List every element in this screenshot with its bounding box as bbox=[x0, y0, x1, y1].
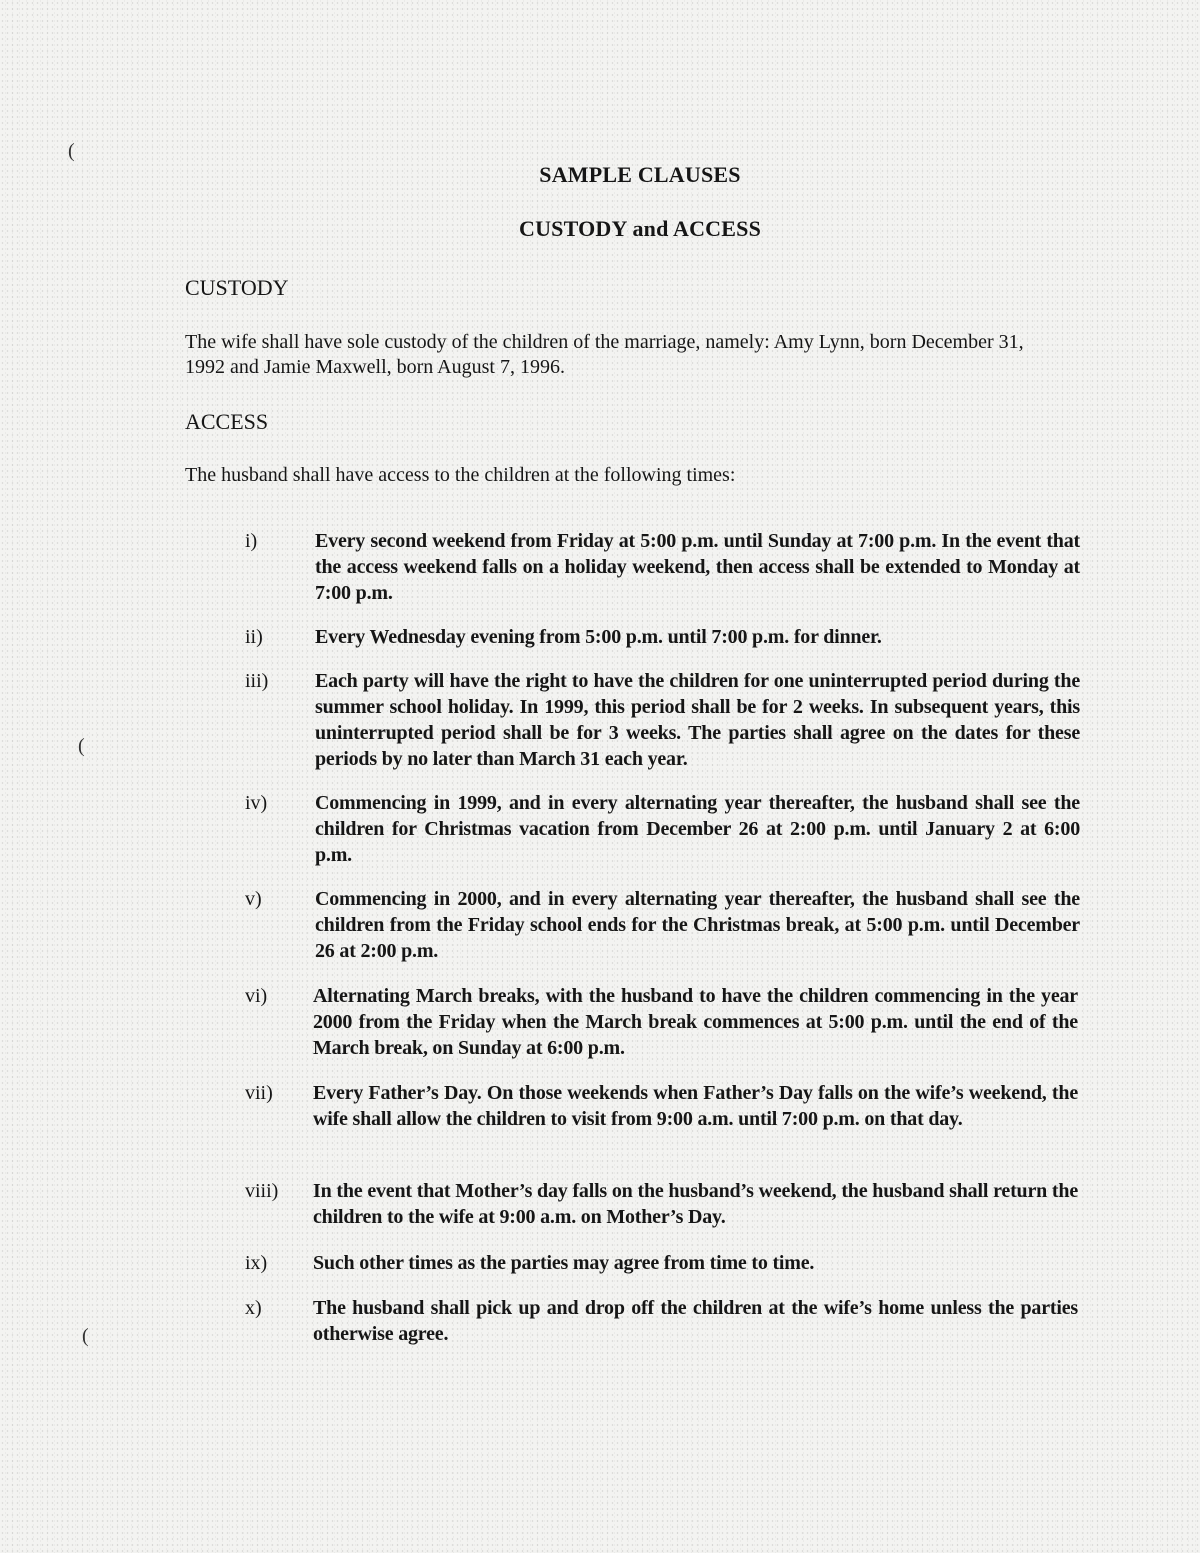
clause-text: Such other times as the parties may agree from time to time. bbox=[313, 1252, 815, 1274]
clause-text: Commencing in 2000, and in every alternating year thereafter, the husband shall see the children from the Friday school ends for the Christmas break, at 5:00 p.m. until December 26 at 2:00 p.m. bbox=[315, 888, 1080, 962]
clause-number: viii) bbox=[245, 1180, 279, 1202]
clause-number: x) bbox=[245, 1297, 262, 1319]
clause-number: ix) bbox=[245, 1252, 268, 1274]
margin-mark: ( bbox=[78, 735, 85, 757]
clause-text: Every Father’s Day. On those weekends when Father’s Day falls on the wife’s weekend, the wife shall allow the children to visit from 9:00 a.m. until 7:00 p.m. on that day. bbox=[313, 1082, 1078, 1130]
clause-text: Commencing in 1999, and in every alternating year thereafter, the husband shall see the children for Christmas vacation from December 26 at 2:00 p.m. until January 2 at 6:00 p.m. bbox=[315, 792, 1080, 866]
clause-number: v) bbox=[245, 888, 262, 910]
custody-heading: CUSTODY bbox=[185, 275, 289, 300]
clause-text: Every Wednesday evening from 5:00 p.m. until 7:00 p.m. for dinner. bbox=[315, 626, 882, 648]
clause-text: Alternating March breaks, with the husband to have the children commencing in the year 2000 from the Friday when the March break commences at 5:00 p.m. until the end of the March break, on Sunday at 6:00 p.m. bbox=[313, 985, 1078, 1059]
clause-number: iii) bbox=[245, 670, 269, 692]
clause-number: vi) bbox=[245, 985, 268, 1007]
clause-text: Every second weekend from Friday at 5:00 p.m. until Sunday at 7:00 p.m. In the event that the access weekend falls on a holiday weekend, then access shall be extended to Monday at 7:00 p.m. bbox=[315, 530, 1080, 604]
margin-mark: ( bbox=[82, 1325, 89, 1347]
clause-text: In the event that Mother’s day falls on the husband’s weekend, the husband shall return the children to the wife at 9:00 a.m. on Mother’s Day. bbox=[313, 1180, 1078, 1228]
clause-text: Each party will have the right to have the children for one uninterrupted period during the summer school holiday. In 1999, this period shall be for 2 weeks. In subsequent years, this uninterrupted period shall be for 3 weeks. The parties shall agree on the dates for these periods by no later than March 31 each year. bbox=[315, 670, 1080, 770]
access-heading: ACCESS bbox=[185, 409, 269, 434]
document-title: SAMPLE CLAUSES bbox=[539, 162, 741, 187]
margin-mark: ( bbox=[68, 140, 75, 162]
custody-paragraph: The wife shall have sole custody of the children of the marriage, namely: Amy Lynn, born December 31, 1992 and Jamie Maxwell, born August 7, 1996. bbox=[185, 331, 1024, 378]
document-subtitle: CUSTODY and ACCESS bbox=[518, 216, 762, 241]
access-intro: The husband shall have access to the children at the following times: bbox=[185, 464, 736, 486]
clause-number: ii) bbox=[245, 626, 263, 648]
clause-number: vii) bbox=[245, 1082, 273, 1104]
clause-number: iv) bbox=[245, 792, 268, 814]
clause-number: i) bbox=[245, 530, 258, 552]
clause-text: The husband shall pick up and drop off the children at the wife’s home unless the parties otherwise agree. bbox=[313, 1297, 1078, 1345]
